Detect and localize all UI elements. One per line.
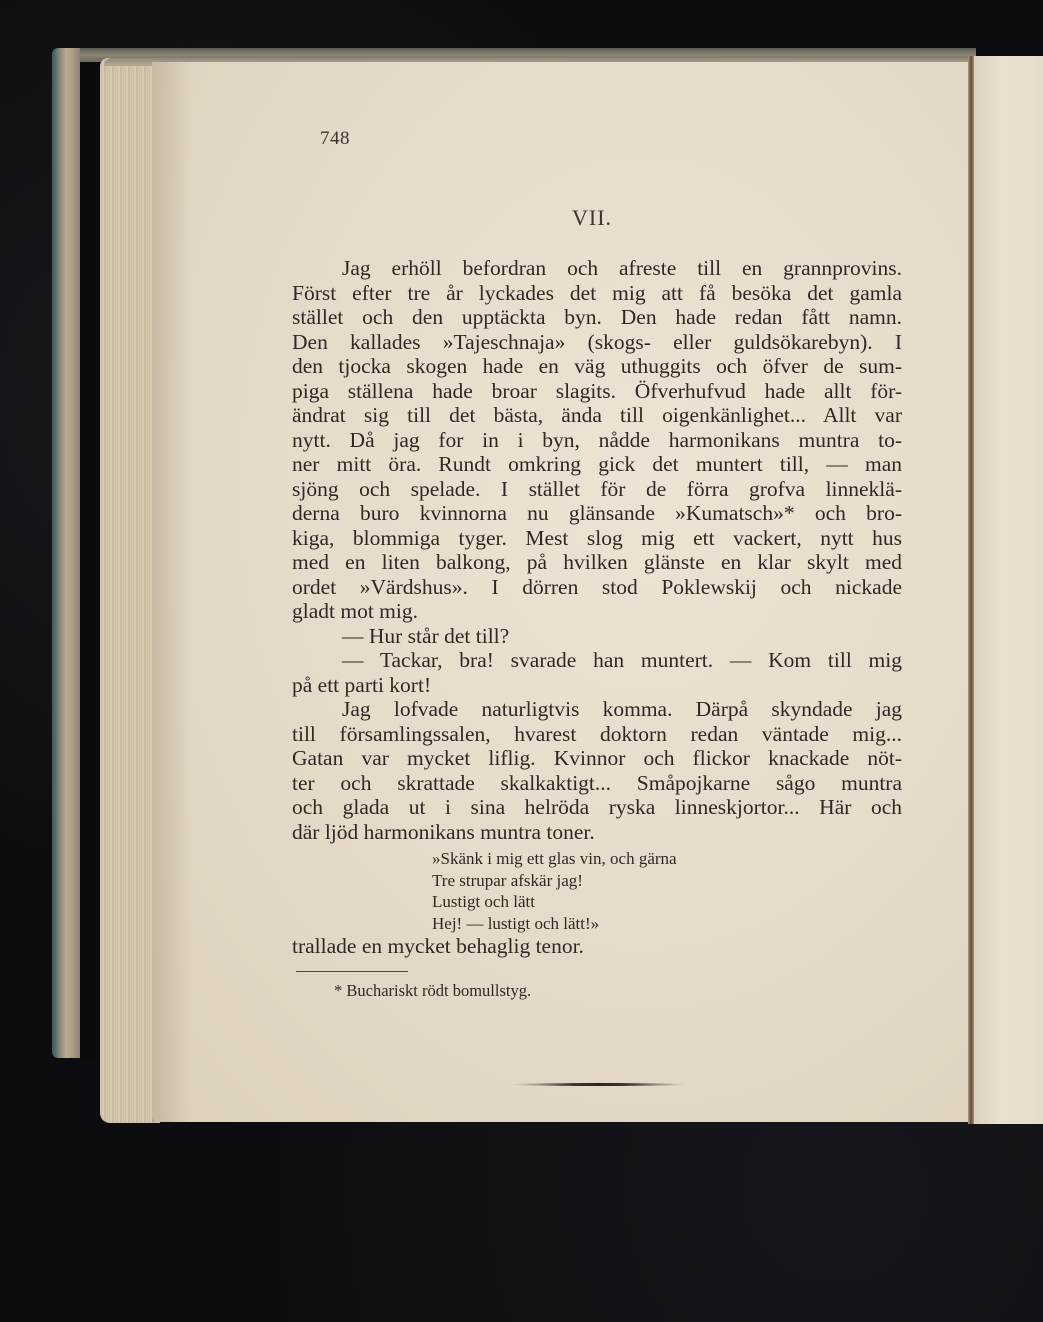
text-line: stället och den upptäckta byn. Den hade redan fått namn. — [292, 305, 902, 329]
dialogue-line: — Tackar, bra! svarade han muntert. — Kom till mig — [342, 648, 902, 672]
text-line: på ett parti kort! — [292, 672, 432, 697]
text-line: ordet »Värdshus». I dörren stod Poklewskij och nickade — [292, 574, 902, 599]
text-line: med en liten balkong, på hvilken glänste en klar skylt med — [292, 550, 902, 574]
cover-gap-shadow — [80, 62, 102, 1062]
verse-line: »Skänk i mig ett glas vin, och gärna — [432, 849, 677, 868]
text-line: och glada ut i sina helröda ryska linneskjortor... Här och — [292, 795, 902, 819]
text-line: ändrat sig till det bästa, ända till oigenkänlighet... Allt var — [292, 403, 902, 427]
text-line: nytt. Då jag for in i byn, nådde harmonikans muntra to- — [292, 427, 902, 452]
text-line: Den kallades »Tajeschnaja» (skogs- eller guldsökarebyn). I — [292, 329, 902, 354]
text-line: derna buro kvinnorna nu glänsande »Kumatsch»* och bro- — [292, 501, 902, 525]
footnote-divider — [296, 971, 408, 972]
chapter-end-rule — [513, 1083, 685, 1086]
facing-page-edge — [974, 56, 1043, 1124]
verse-line: Tre strupar afskär jag! — [432, 870, 583, 890]
text-line: gladt mot mig. — [292, 599, 419, 623]
book-cover-board — [52, 48, 80, 1058]
text-line: ner mitt öra. Rundt omkring gick det muntert till, — man — [292, 452, 902, 476]
closing-line: trallade en mycket behaglig tenor. — [292, 934, 584, 958]
text-line: den tjocka skogen hade en väg uthuggits och öfver de sum- — [292, 354, 902, 378]
text-line: Jag lofvade naturligtvis komma. Därpå skyndade jag — [342, 697, 902, 721]
dialogue-line: — Hur står det till? — [342, 623, 510, 648]
text-line: Gatan var mycket liflig. Kvinnor och flickor knackade nöt- — [292, 746, 902, 770]
text-line: där ljöd harmonikans muntra toner. — [292, 819, 595, 844]
text-line: Jag erhöll befordran och afreste till en grannprovins. — [342, 256, 902, 280]
verse-line: Hej! — lustigt och lätt!» — [432, 913, 600, 933]
text-line: piga ställena hade broar slagits. Öfverhufvud hade allt för- — [292, 378, 902, 403]
text-line: till församlingssalen, hvarest doktorn redan väntade mig... — [292, 721, 902, 746]
page-stack-edges — [100, 58, 160, 1123]
text-line: kiga, blommiga tyger. Mest slog mig ett vackert, nytt hus — [292, 525, 902, 550]
body-text — [292, 256, 902, 844]
text-line: Först efter tre år lyckades det mig att få besöka det gamla — [292, 280, 902, 305]
page-curve-shadow — [152, 62, 192, 1122]
page-number: 748 — [320, 128, 350, 149]
text-line: ter och skrattade skalkaktigt... Småpojkarne sågo muntra — [292, 770, 902, 795]
verse-line: Lustigt och lätt — [432, 892, 535, 911]
footnote: * Buchariskt rödt bomullstyg. — [334, 981, 532, 1000]
chapter-heading: VII. — [572, 205, 613, 230]
song-verse — [432, 848, 677, 934]
text-line: sjöng och spelade. I stället för de förra grofva linneklä- — [292, 476, 902, 501]
